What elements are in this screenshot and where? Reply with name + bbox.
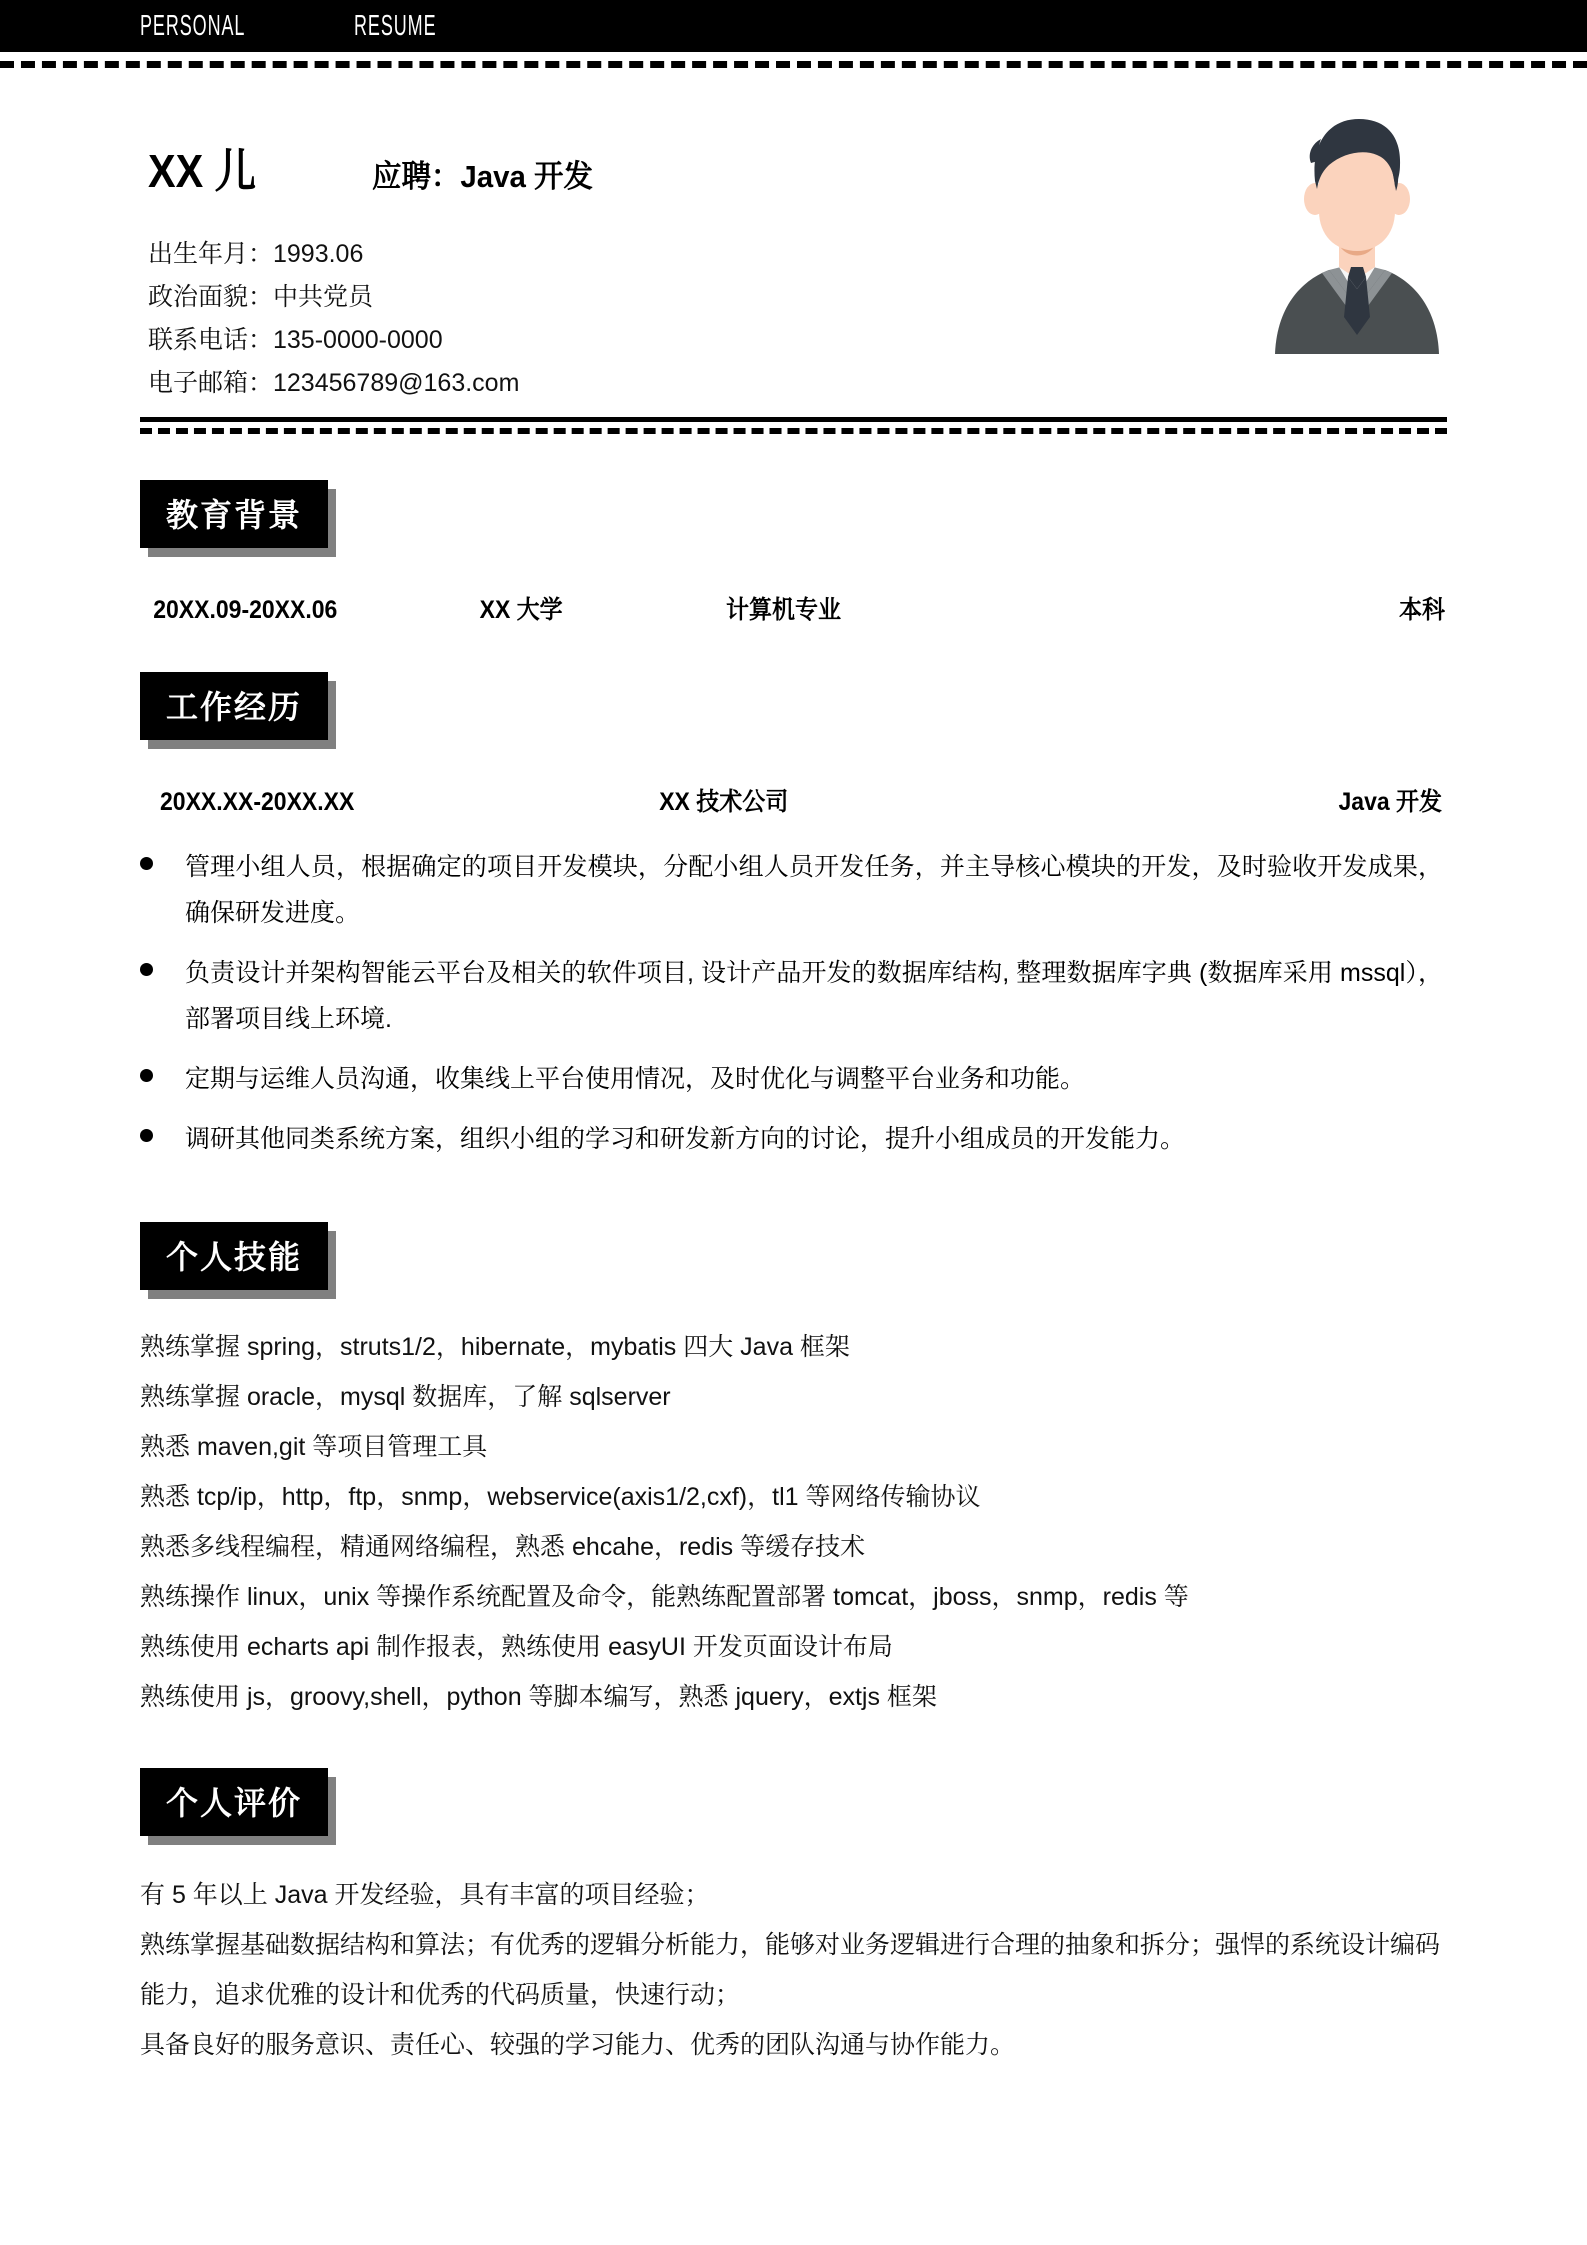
education-period: 20XX.09-20XX.06 [153, 596, 338, 624]
contact-birthdate: 出生年月：1993.06 [148, 240, 364, 268]
skill-line: 熟练使用 echarts api 制作报表，熟练使用 easyUI 开发页面设计布局 [140, 1633, 893, 1661]
avatar [1267, 107, 1447, 354]
skills-list [140, 1322, 1447, 1722]
work-position: Java 开发 [1338, 788, 1443, 816]
work-bullet-text: 管理小组人员，根据确定的项目开发模块，分配小组人员开发任务，并主导核心模块的开发，及时验收开发成果，确保研发进度。 [185, 853, 1443, 927]
work-period: 20XX.XX-20XX.XX [160, 788, 355, 816]
list-item [140, 1116, 1447, 1162]
top-banner [0, 0, 1587, 52]
banner-word-resume: RESUME [353, 9, 437, 42]
section-heading-evaluation: 个人评价 [140, 1768, 328, 1836]
portrait-icon [1267, 107, 1447, 354]
bottom-spacer [0, 2070, 1587, 2240]
divider-solid-rule [140, 417, 1447, 422]
skill-line: 熟练掌握 oracle，mysql 数据库，了解 sqlserver [140, 1383, 671, 1411]
work-position-cell [1120, 782, 1447, 818]
banner-dashed-rule [0, 61, 1587, 69]
section-education [0, 434, 1587, 626]
section-heading-education: 教育背景 [140, 480, 328, 548]
section-work [0, 626, 1587, 1162]
section-heading-skills-wrap [140, 1222, 328, 1290]
bullet-dot-icon [140, 963, 153, 976]
contact-phone: 联系电话：135-0000-0000 [148, 326, 443, 354]
skill-line: 熟悉 tcp/ip，http，ftp，snmp，webservice(axis1/2,cxf)，tl1 等网络传输协议 [140, 1483, 981, 1511]
evaluation-list [140, 1870, 1447, 2070]
section-heading-work: 工作经历 [140, 672, 328, 740]
section-evaluation [0, 1722, 1587, 2070]
skill-line: 熟练操作 linux，unix 等操作系统配置及命令，能熟练配置部署 tomcat，jboss，snmp，redis 等 [140, 1583, 1189, 1611]
contact-email: 电子邮箱：123456789@163.com [148, 369, 520, 397]
work-company: XX 技术公司 [659, 788, 789, 816]
list-item [140, 950, 1447, 1042]
bullet-dot-icon [140, 1129, 153, 1142]
work-bullet-text: 调研其他同类系统方案，组织小组的学习和研发新方向的讨论，提升小组成员的开发能力。 [185, 1125, 1186, 1153]
evaluation-line: 熟练掌握基础数据结构和算法；有优秀的逻辑分析能力，能够对业务逻辑进行合理的抽象和拆分；强悍的系统设计编码能力，追求优雅的设计和优秀的代码质量，快速行动； [140, 1931, 1441, 2009]
applied-position: 应聘：Java 开发 [372, 159, 594, 194]
work-bullet-list [140, 844, 1447, 1162]
work-row [140, 782, 1447, 818]
education-degree-cell [1110, 590, 1447, 626]
bullet-dot-icon [140, 1069, 153, 1082]
work-bullet-text: 定期与运维人员沟通，收集线上平台使用情况，及时优化与调整平台业务和功能。 [185, 1065, 1086, 1093]
bullet-dot-icon [140, 857, 153, 870]
skill-line: 熟练掌握 spring，struts1/2，hibernate，mybatis 四大 Java 框架 [140, 1333, 850, 1361]
section-heading-work-wrap [140, 672, 328, 740]
evaluation-line: 有 5 年以上 Java 开发经验，具有丰富的项目经验； [140, 1881, 710, 1909]
skill-line: 熟练使用 js，groovy,shell，python 等脚本编写，熟悉 jquery，extjs 框架 [140, 1683, 937, 1711]
skill-line: 熟悉 maven,git 等项目管理工具 [140, 1433, 488, 1461]
resume-header [0, 69, 1587, 399]
work-bullet-text: 负责设计并架构智能云平台及相关的软件项目, 设计产品开发的数据库结构, 整理数据库字典 (数据库采用 mssql），部署项目线上环境. [185, 959, 1443, 1033]
education-school: XX 大学 [479, 596, 563, 624]
education-major: 计算机专业 [726, 596, 842, 624]
education-row [140, 590, 1447, 626]
section-heading-education-wrap [140, 480, 328, 548]
skill-line: 熟悉多线程编程，精通网络编程，熟悉 ehcahe，redis 等缓存技术 [140, 1533, 866, 1561]
section-heading-skills: 个人技能 [140, 1222, 328, 1290]
list-item [140, 1056, 1447, 1102]
section-heading-evaluation-wrap [140, 1768, 328, 1836]
education-degree: 本科 [1398, 596, 1445, 624]
candidate-name: XX 儿 [148, 145, 257, 197]
list-item [140, 844, 1447, 936]
section-skills [0, 1176, 1587, 1722]
banner-word-personal: PERSONAL [140, 9, 246, 42]
evaluation-line: 具备良好的服务意识、责任心、较强的学习能力、优秀的团队沟通与协作能力。 [140, 2031, 1016, 2059]
contact-political-status: 政治面貌：中共党员 [148, 283, 374, 311]
